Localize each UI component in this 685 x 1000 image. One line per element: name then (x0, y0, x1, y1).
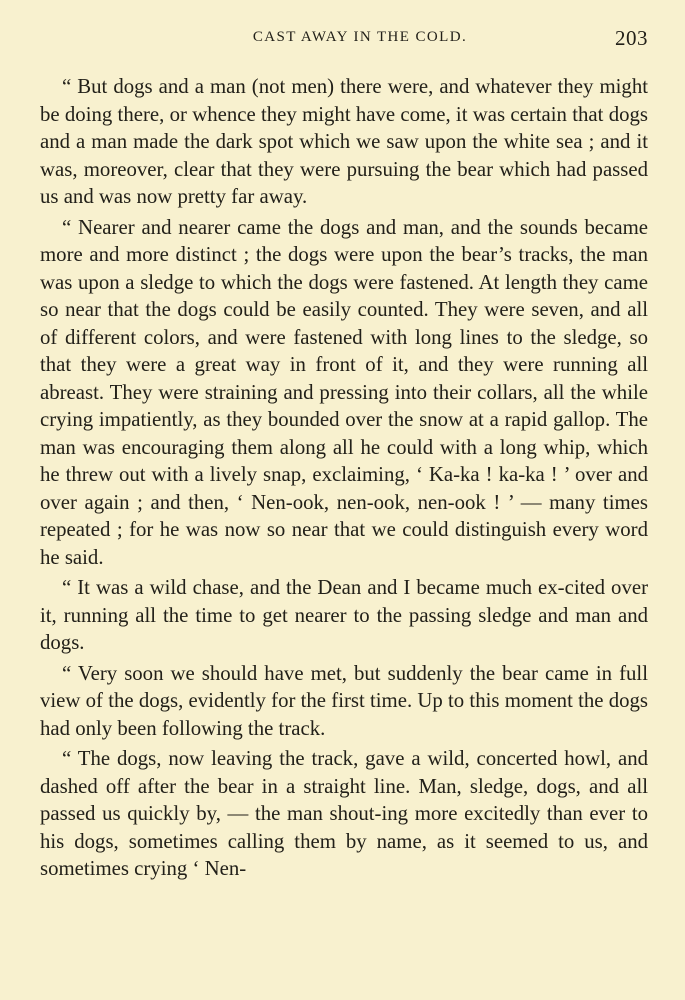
paragraph: “ But dogs and a man (not men) there were, and whatever they might be doing there, or whence they might have come, it was certain that dogs and a man made the dark spot which we saw upon the white sea ; and it was, moreover, clear that they were pursuing the bear which had passed us and was now pretty far away. (40, 75, 648, 208)
paragraph: “ Nearer and nearer came the dogs and man, and the sounds became more and more distinct ; the dogs were upon the bear’s tracks, the man was upon a sledge to which the dogs were fastened. At length they came so near that the dogs could be easily counted. They were seven, and all of different colors, and were fastened with long lines to the sledge, so that they were a great way in front of it, and they were running all abreast. They were straining and pressing into their collars, all the while crying impatiently, as they bounded over the snow at a rapid gallop. The man was encouraging them along all he could with a long whip, which he threw out with a lively snap, exclaiming, ‘ Ka-ka ! ka-ka ! ’ over and over again ; and then, ‘ Nen-ook, nen-ook, nen-ook ! ’ — many times repeated ; for he was now so near that we could distinguish every word he said. (40, 215, 648, 569)
body-text (40, 73, 648, 883)
page-header (40, 26, 648, 53)
paragraph: “ Very soon we should have met, but suddenly the bear came in full view of the dogs, evidently for the first time. Up to this moment the dogs had only been following the track. (40, 661, 648, 740)
running-head: CAST AWAY IN THE COLD. (252, 29, 468, 45)
page-number: 203 (615, 26, 648, 50)
paragraph: “ The dogs, now leaving the track, gave a wild, concerted howl, and dashed off after the bear in a straight line. Man, sledge, dogs, and all passed us quickly by, — the man shout-ing more excitedly than ever to his dogs, sometimes calling them by name, as it seemed to us, and sometimes crying ‘ Nen- (40, 747, 648, 880)
paragraph: “ It was a wild chase, and the Dean and I became much ex-cited over it, running all the time to get nearer to the passing sledge and man and dogs. (40, 576, 648, 654)
